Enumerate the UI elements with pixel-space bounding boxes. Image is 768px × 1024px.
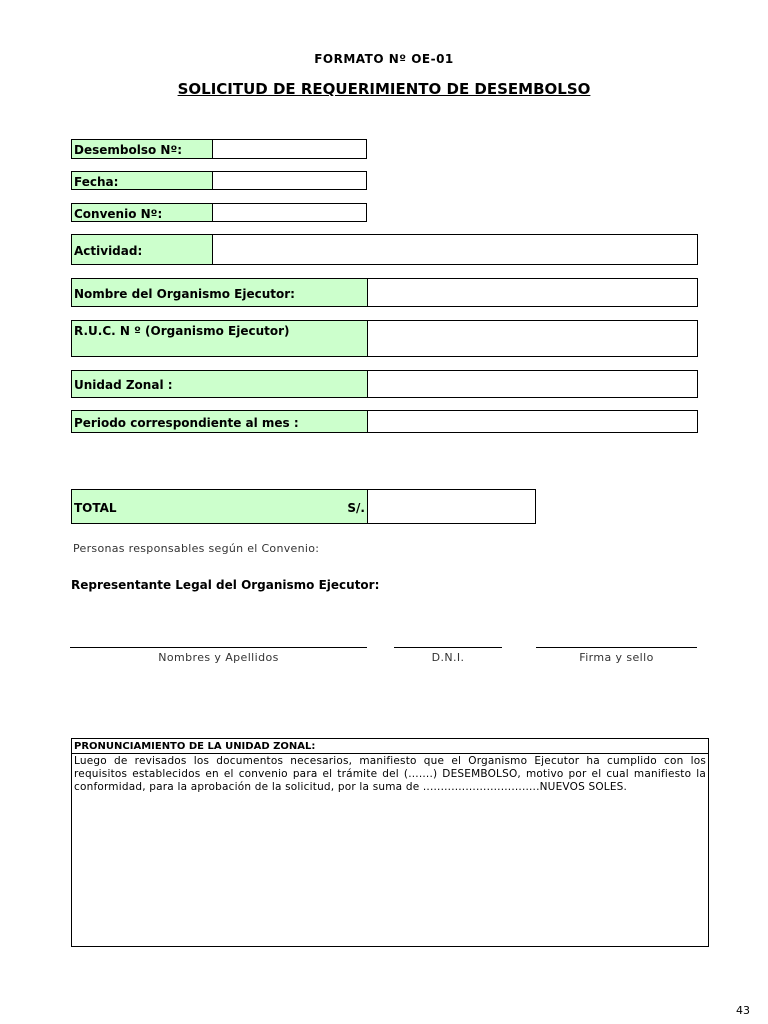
page-title: SOLICITUD DE REQUERIMIENTO DE DESEMBOLSO <box>177 80 591 98</box>
pronunciamiento-text: Luego de revisados los documentos necesarios, manifiesto que el Organismo Ejecutor ha cumplido con los requisitos establecidos en el convenio para el trámite del (.......) DESEMBOLSO, motivo por el cual manifiesto la conformidad, para la aprobación de la solicitud, por la suma de .................................NUEVOS SOLES. <box>74 755 706 793</box>
representante-heading: Representante Legal del Organismo Ejecutor: <box>71 578 380 592</box>
pronunciamiento-box <box>71 738 709 947</box>
firma-signature-line[interactable] <box>536 647 697 648</box>
ruc-label: R.U.C. N º (Organismo Ejecutor) <box>72 321 368 356</box>
desembolso-field[interactable] <box>213 140 366 158</box>
periodo-field[interactable] <box>368 411 697 432</box>
unidad-zonal-row <box>71 370 698 398</box>
nombres-label: Nombres y Apellidos <box>158 651 279 664</box>
actividad-field[interactable] <box>213 235 697 264</box>
convenio-field[interactable] <box>213 204 366 221</box>
firma-label: Firma y sello <box>579 651 654 664</box>
desembolso-label: Desembolso Nº: <box>72 140 213 158</box>
unidad-zonal-label: Unidad Zonal : <box>72 371 368 397</box>
total-row <box>71 489 536 524</box>
organismo-label: Nombre del Organismo Ejecutor: <box>72 279 368 306</box>
organismo-field[interactable] <box>368 279 697 306</box>
actividad-label: Actividad: <box>72 235 213 264</box>
ruc-field[interactable] <box>368 321 697 356</box>
organismo-row <box>71 278 698 307</box>
dni-signature-line[interactable] <box>394 647 502 648</box>
fecha-label: Fecha: <box>72 172 213 189</box>
convenio-row <box>71 203 367 222</box>
fecha-field[interactable] <box>213 172 366 189</box>
periodo-label: Periodo correspondiente al mes : <box>72 411 368 432</box>
actividad-row <box>71 234 698 265</box>
form-code: FORMATO Nº OE-01 <box>314 52 454 66</box>
total-field[interactable] <box>368 490 535 523</box>
nombres-signature-line[interactable] <box>70 647 367 648</box>
convenio-label: Convenio Nº: <box>72 204 213 221</box>
page-number: 43 <box>736 1004 750 1017</box>
total-label-cell <box>72 490 368 523</box>
periodo-row <box>71 410 698 433</box>
ruc-row <box>71 320 698 357</box>
fecha-row <box>71 171 367 190</box>
unidad-zonal-field[interactable] <box>368 371 697 397</box>
pronunciamiento-title: PRONUNCIAMIENTO DE LA UNIDAD ZONAL: <box>72 739 708 754</box>
dni-label: D.N.I. <box>431 651 465 664</box>
responsables-intro: Personas responsables según el Convenio: <box>73 542 320 555</box>
total-label: TOTAL <box>74 500 117 515</box>
total-currency: S/. <box>347 500 365 515</box>
desembolso-row <box>71 139 367 159</box>
